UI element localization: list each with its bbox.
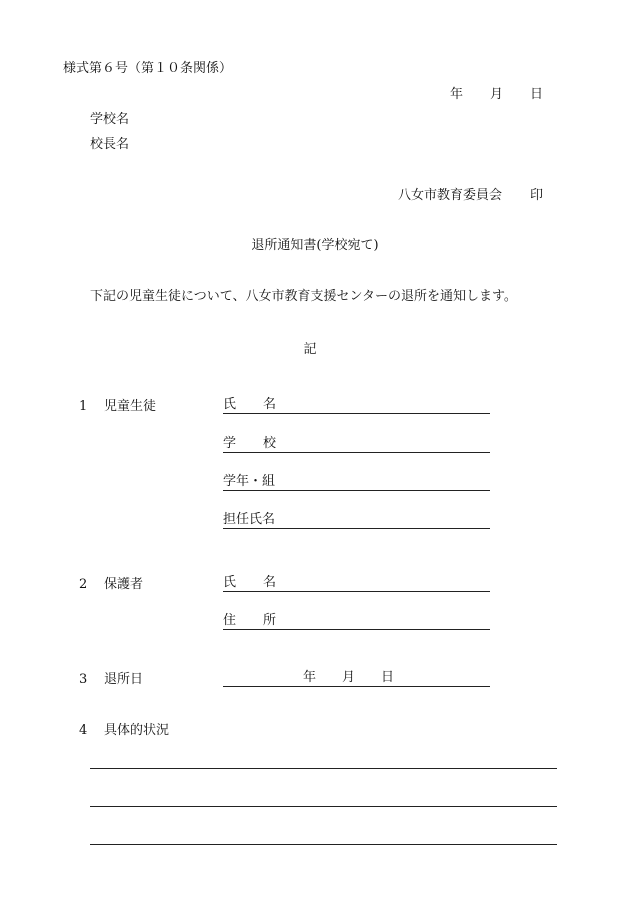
details-line[interactable] (90, 844, 557, 845)
field-label: 学年・組 (223, 474, 276, 489)
date-month-label: 月 (490, 87, 504, 102)
field-label-char: 学 (223, 436, 237, 451)
section-2-label: 保護者 (104, 577, 144, 592)
issuer-block (398, 188, 543, 204)
ki-heading: 記 (303, 342, 317, 357)
date-month-label: 月 (342, 670, 356, 685)
section-1-number: 1 (79, 399, 88, 414)
field-label-char: 氏 (223, 575, 237, 590)
date-day-label: 日 (530, 87, 544, 102)
notice-body: 下記の児童生徒について、八女市教育支援センターの退所を通知します。 (90, 289, 517, 304)
form-number: 様式第６号（第１０条関係） (63, 61, 233, 76)
section-2-number: 2 (79, 577, 88, 592)
guardian-name-field[interactable] (223, 575, 490, 592)
field-label-char: 名 (263, 397, 277, 412)
field-label: 担任氏名 (223, 512, 276, 527)
section-1-label: 児童生徒 (104, 399, 157, 414)
withdrawal-date-field[interactable] (223, 670, 490, 687)
homeroom-teacher-field[interactable] (223, 512, 490, 529)
details-line[interactable] (90, 768, 557, 769)
field-label-char: 校 (263, 436, 277, 451)
student-name-field[interactable] (223, 397, 490, 414)
document-title: 退所通知書(学校宛て) (251, 238, 379, 253)
section-4-number: 4 (79, 723, 88, 738)
section-3-number: 3 (79, 672, 88, 687)
field-label-char: 名 (263, 575, 277, 590)
date-year-label: 年 (303, 670, 317, 685)
document-date (450, 87, 543, 103)
section-4-label: 具体的状況 (104, 723, 170, 738)
recipient-principal: 校長名 (90, 137, 130, 152)
student-school-field[interactable] (223, 436, 490, 453)
student-grade-field[interactable] (223, 474, 490, 491)
field-label-char: 氏 (223, 397, 237, 412)
details-line[interactable] (90, 806, 557, 807)
date-day-label: 日 (381, 670, 395, 685)
field-label-char: 所 (263, 613, 277, 628)
recipient-school: 学校名 (90, 112, 130, 127)
date-year-label: 年 (450, 87, 464, 102)
issuer-name: 八女市教育委員会 (398, 188, 503, 203)
section-3-label: 退所日 (104, 672, 144, 687)
seal-mark: 印 (530, 188, 544, 203)
field-label-char: 住 (223, 613, 237, 628)
guardian-address-field[interactable] (223, 613, 490, 630)
